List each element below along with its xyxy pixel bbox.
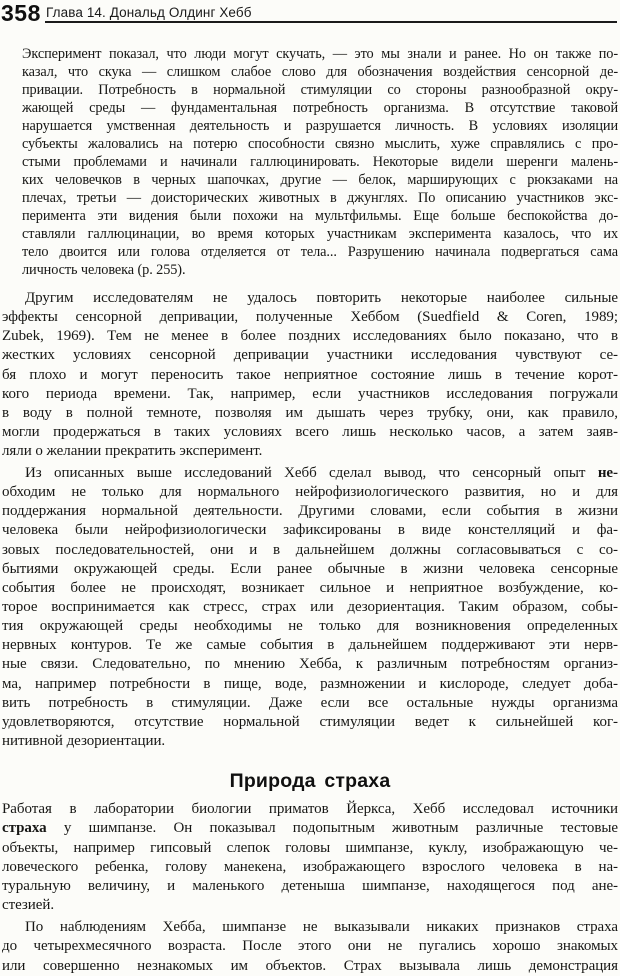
text-line: вить потребность в стимуляции. Даже если все остальные нужды организма — [2, 694, 618, 711]
text-line: жающей среды — фундаментальная потребность организма. В отсутствие таковой — [22, 100, 618, 116]
text-line: события более не происходят, возникает сильное и неприятное возбуждение, ко- — [2, 579, 618, 596]
text-line: ма, например потребности в пище, воде, размножении и кислороде, следует доба- — [2, 675, 618, 692]
text-line: могли продержаться в таких условиях всего лишь несколько часов, а затем заяв- — [2, 424, 618, 441]
text-line: ставляли галлюцинации, во время которых участникам эксперимента казалось, что их — [22, 226, 618, 242]
text-line: нитивной дезориентации. — [2, 733, 166, 750]
text-line: плечах, третьи — доисторических животных в джунглях. По описанию участников экс- — [22, 190, 618, 206]
paragraph — [2, 918, 618, 975]
text-line: тело двоится или голова отделяется от тела... Разрушению начинала подвергаться сама — [22, 244, 618, 260]
text-line: торое воспринимается как стресс, страх или дезориентация. Таким образом, собы- — [2, 599, 618, 615]
text-line: Из описанных выше исследований Хебб сделал вывод, что сенсорный опыт не- — [25, 464, 618, 481]
text-line: бытиями окружающей среды. Если ранее обычные в жизни человека сенсорные — [2, 560, 618, 577]
text-line: субъекты жаловались на потерю способности связно мыслить, хуже справлялись с про- — [22, 136, 618, 152]
text-line: поддержания нормальной деятельности. Другими словами, если события в жизни — [2, 503, 618, 520]
text-line: Другим исследователям не удалось повторить некоторые наиболее сильные — [25, 290, 618, 306]
text-line: ляли о желании прекратить эксперимент. — [2, 443, 263, 460]
chapter-title: Глава 14. Дональд Олдинг Хебб — [46, 5, 252, 20]
page-content — [2, 45, 618, 976]
text-line: туральную величину, и маленького детеныша шимпанзе, находящегося под ане- — [2, 877, 618, 894]
text-line: человека были нейрофизиологически зафиксированы в виде констелляций и фа- — [2, 522, 618, 539]
text-line: эффекты сенсорной депривации, полученные Хеббом (Suedfield & Coren, 1989; — [2, 309, 618, 326]
text-line: зовых последовательностей, они и в дальнейшем должны согласовываться с со- — [2, 541, 618, 558]
page-number: 358 — [1, 0, 41, 26]
text-line: казал, что скука — слишком слабое слово для обозначения воздействия сенсорной де- — [22, 64, 618, 80]
text-line: ловеческого ребенка, голову манекена, изображающего взрослого человека в на- — [2, 858, 618, 875]
text-line: до четырехмесячного возраста. После этого они не пугались хорошо знакомых — [2, 938, 618, 955]
text-line: объекты, например гипсовый слепок головы шимпанзе, куклу, изображающую че- — [2, 839, 618, 856]
text-line: нервных контуров. Те же самые события в дальнейшем поддерживают эти нерв- — [2, 637, 618, 654]
paragraph — [2, 289, 618, 461]
text-line: стыми проблемами и начинали галлюцинировать. Некоторые видели шеренги малень- — [22, 154, 618, 170]
section-heading: Природа страха — [229, 770, 391, 793]
text-line: ные связи. Следовательно, по мнению Хебба, к различным потребностям организ- — [2, 656, 618, 673]
quote-paragraph — [2, 45, 618, 279]
text-line: обходим не только для нормального нейрофизиологического развития, но и для — [2, 484, 618, 501]
text-line: удовлетворяются, отсутствие нормальной стимуляции ведет к сильнейшей ког- — [2, 713, 618, 730]
text-line: привации. Потребность в нормальной стимуляции со стороны разнообразной окру- — [22, 82, 618, 98]
text-line: кого периода времени. Так, например, если участников исследования погружали — [2, 385, 618, 402]
text-line: Работая в лаборатории биологии приматов Йеркса, Хебб исследовал источники — [2, 801, 618, 818]
header-rule — [45, 21, 617, 23]
text-line: личность человека (p. 255). — [22, 262, 186, 278]
text-line: Zubek, 1969). Тем не менее в более поздних исследованиях было показано, что в — [2, 328, 618, 345]
text-line: тия окружающей среды необходимы не только для возникновения определенных — [2, 618, 618, 635]
text-line: бя плохо и могут переносить такое неприятное состояние лишь в течение корот- — [2, 366, 618, 383]
text-line: жестких условиях сенсорной депривации участники исследования чувствуют се- — [2, 347, 618, 364]
text-line: или совершенно незнакомых им объектов. Страх вызывала лишь демонстрация — [2, 957, 618, 974]
text-line: страха у шимпанзе. Он показывал подопытным животным различные тестовые — [2, 820, 618, 837]
paragraph — [2, 800, 618, 915]
text-line: стезией. — [2, 897, 55, 914]
text-line: ких человечков в черных шапочках, другие — белок, марширующих с рюкзаками на — [22, 172, 618, 188]
text-line: По наблюдениям Хебба, шимпанзе не выказывали никаких признаков страха — [25, 919, 618, 936]
text-line: в воду в полной темноте, позволяя им дышать через трубку, они, как правило, — [2, 404, 618, 421]
text-line: перимента эти видения были похожи на мультфильмы. Еще больше беспокойства до- — [22, 208, 618, 224]
text-line: Эксперимент показал, что люди могут скучать, — это мы знали и ранее. Но он также по- — [22, 46, 618, 62]
paragraph — [2, 464, 618, 751]
text-line: нарушается умственная деятельность и разрушается личность. В условиях изоляции — [22, 118, 618, 134]
